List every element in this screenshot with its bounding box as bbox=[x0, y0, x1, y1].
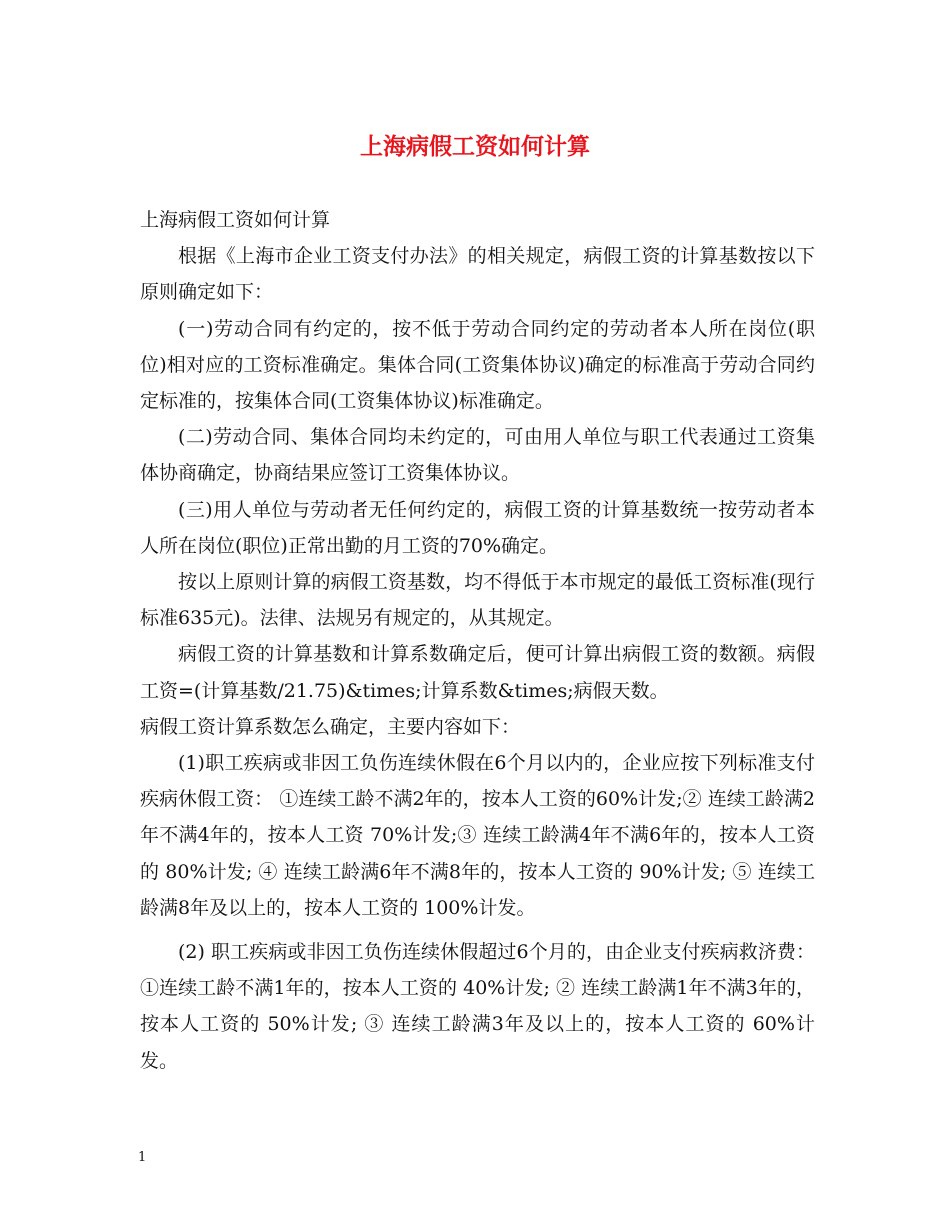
paragraph-formula: 病假工资的计算基数和计算系数确定后，便可计算出病假工资的数额。病假工资=(计算基数/21.75)&times;计算系数&times;病假天数。 bbox=[140, 643, 815, 702]
paragraph-minimum-wage: 按以上原则计算的病假工资基数，均不得低于本市规定的最低工资标准(现行标准635元)。法律、法规另有规定的，从其规定。 bbox=[140, 571, 815, 630]
document-title: 上海病假工资如何计算 bbox=[360, 133, 590, 160]
paragraph-principle-1: (一)劳动合同有约定的，按不低于劳动合同约定的劳动者本人所在岗位(职位)相对应的工资标准确定。集体合同(工资集体协议)确定的标准高于劳动合同约定标准的，按集体合同(工资集体协议)标准确定。 bbox=[140, 317, 815, 413]
paragraph-coefficient-intro: 病假工资计算系数怎么确定，主要内容如下： bbox=[140, 715, 521, 738]
paragraph-principle-3: (三)用人单位与劳动者无任何约定的，病假工资的计算基数统一按劳动者本人所在岗位(职位)正常出勤的月工资的70%确定。 bbox=[140, 498, 815, 557]
document-body bbox=[140, 202, 815, 1079]
paragraph-rule-1: (1)职工疾病或非因工负伤连续休假在6个月以内的，企业应按下列标准支付疾病休假工资： ①连续工龄不满2年的，按本人工资的60%计发;② 连续工龄满2年不满4年的，按本人工资 70%计发;③ 连续工龄满4年不满6年的，按本人工资的 80%计发; ④ 连续工龄满6年不满8年的，按本人工资的 90%计发; ⑤ 连续工龄满8年及以上的，按本人工资的 100%计发。 bbox=[140, 752, 815, 919]
paragraph-intro: 根据《上海市企业工资支付办法》的相关规定，病假工资的计算基数按以下原则确定如下： bbox=[140, 245, 815, 304]
page-number: 1 bbox=[138, 1150, 147, 1165]
paragraph-principle-2: (二)劳动合同、集体合同均未约定的，可由用人单位与职工代表通过工资集体协商确定，协商结果应签订工资集体协议。 bbox=[140, 426, 815, 485]
paragraph-heading: 上海病假工资如何计算 bbox=[140, 209, 331, 231]
paragraph-rule-2: (2) 职工疾病或非因工负伤连续休假超过6个月的，由企业支付疾病救济费： ①连续工龄不满1年的，按本人工资的 40%计发; ② 连续工龄满1年不满3年的，按本人工资的 50%计发; ③ 连续工龄满3年及以上的，按本人工资的 60%计发。 bbox=[140, 941, 815, 1072]
